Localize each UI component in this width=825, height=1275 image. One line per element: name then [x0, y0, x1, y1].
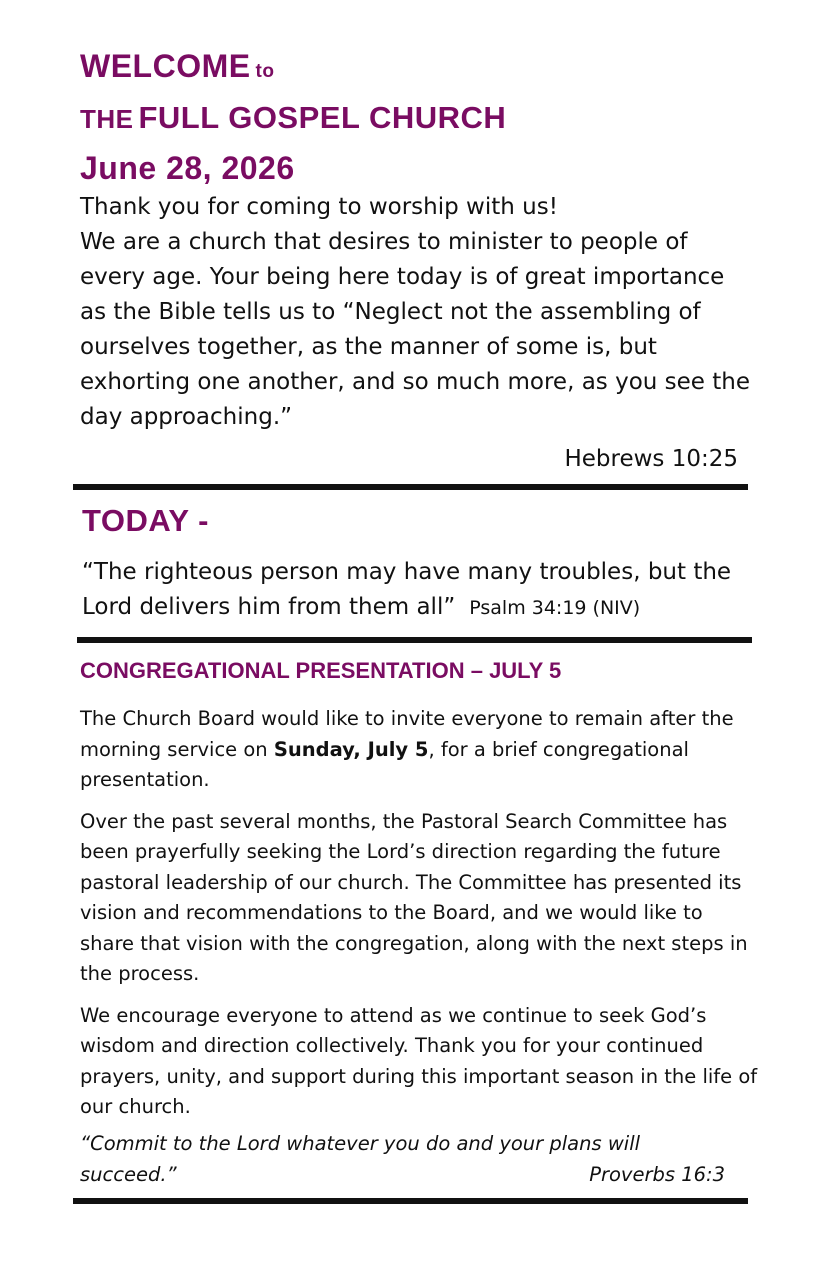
welcome-to: to — [255, 61, 275, 82]
announcement-paragraph-1 — [80, 704, 760, 796]
today-heading: TODAY - — [82, 503, 209, 538]
welcome-line — [80, 44, 760, 95]
announcement-body — [80, 704, 760, 1134]
announcement-paragraph-2: Over the past several months, the Pastoral Search Committee has been prayerfully seeking the Lord’s direction regarding the future pastoral leadership of our church. The Committee has presented its vision and recommendations to the Board, and we would like to share that vision with the congregation, along with the next steps in the process. — [80, 809, 748, 985]
announcement-p1-date: Sunday, July 5 — [273, 737, 429, 761]
today-verse-text: “The righteous person may have many troubles, but the Lord delivers him from them all” — [82, 559, 732, 620]
welcome-word: WELCOME — [80, 48, 251, 84]
church-name: FULL GOSPEL CHURCH — [138, 100, 507, 135]
divider-rule — [77, 637, 752, 643]
closing-verse — [80, 1129, 725, 1190]
announcement-p1-end: , for a brief congregational presentation. — [80, 737, 689, 791]
divider-rule — [73, 1198, 748, 1204]
welcome-body: We are a church that desires to minister to people of every age. Your being here today is of great importance as the Bible tells us to “Neglect not the assembling of ourselves together, as the manner of some is, but exhorting one another, and so much more, as you see the day approaching.” — [80, 229, 750, 430]
announcement-heading: CONGREGATIONAL PRESENTATION – JULY 5 — [80, 658, 562, 683]
announcement-p1-start: The Church Board would like to invite everyone to remain after the morning service on — [80, 707, 734, 761]
today-verse — [82, 555, 762, 626]
announcement-paragraph-3: We encourage everyone to attend as we continue to seek God’s wisdom and direction collectively. Thank you for your continued prayers, unity, and support during this important season in the life of our church. — [80, 1003, 758, 1118]
welcome-header — [80, 44, 760, 191]
closing-verse-text: “Commit to the Lord whatever you do and your plans will succeed.” — [80, 1132, 641, 1186]
church-the: THE — [80, 104, 134, 134]
today-verse-citation: Psalm 34:19 (NIV) — [469, 597, 641, 619]
church-name-line — [80, 95, 760, 146]
welcome-message — [80, 190, 750, 435]
divider-rule — [73, 484, 748, 490]
closing-verse-citation: Proverbs 16:3 — [589, 1162, 725, 1186]
welcome-citation: Hebrews 10:25 — [564, 446, 738, 472]
welcome-thanks: Thank you for coming to worship with us! — [80, 194, 558, 220]
service-date: June 28, 2026 — [80, 150, 295, 186]
